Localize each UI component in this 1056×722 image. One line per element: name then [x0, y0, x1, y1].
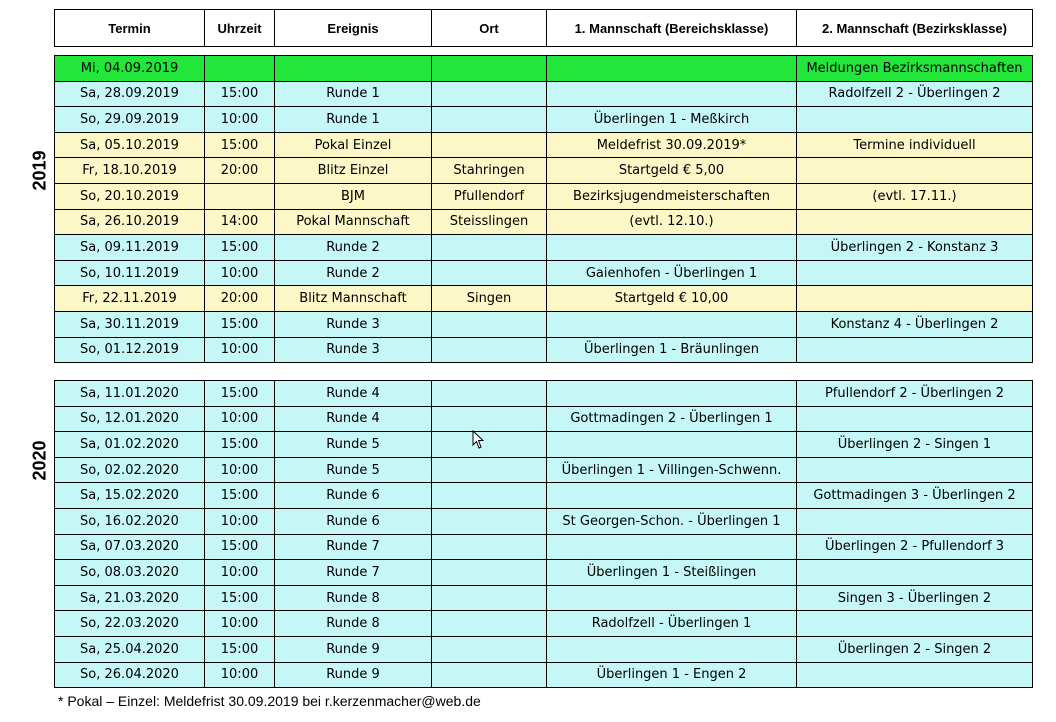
cell-termin: So, 26.04.2020 — [55, 662, 205, 688]
cell-mannschaft-2: Pfullendorf 2 - Überlingen 2 — [797, 381, 1033, 407]
cell-mannschaft-1 — [547, 636, 797, 662]
cell-mannschaft-1: Überlingen 1 - Bräunlingen — [547, 337, 797, 363]
cell-ort — [432, 611, 547, 637]
cell-ereignis: BJM — [275, 183, 432, 209]
cell-mannschaft-1 — [547, 81, 797, 107]
cell-uhrzeit: 10:00 — [205, 662, 275, 688]
cell-ereignis: Blitz Einzel — [275, 158, 432, 184]
cell-termin: Sa, 28.09.2019 — [55, 81, 205, 107]
cell-termin: Sa, 30.11.2019 — [55, 311, 205, 337]
header-termin: Termin — [55, 10, 205, 47]
cell-ereignis: Runde 3 — [275, 337, 432, 363]
cell-ereignis: Runde 1 — [275, 107, 432, 133]
cell-ereignis: Runde 6 — [275, 508, 432, 534]
table-row — [55, 209, 1033, 235]
cell-mannschaft-2 — [797, 107, 1033, 133]
cell-ort — [432, 560, 547, 586]
table-row — [55, 381, 1033, 407]
schedule-header-table — [54, 9, 1033, 47]
cell-mannschaft-1: Gottmadingen 2 - Überlingen 1 — [547, 406, 797, 432]
schedule-table-2019 — [54, 55, 1033, 363]
cell-termin: Sa, 21.03.2020 — [55, 585, 205, 611]
table-row — [55, 483, 1033, 509]
cell-uhrzeit: 10:00 — [205, 508, 275, 534]
cell-ort — [432, 132, 547, 158]
table-row — [55, 611, 1033, 637]
cell-mannschaft-2: Singen 3 - Überlingen 2 — [797, 585, 1033, 611]
cell-mannschaft-2 — [797, 508, 1033, 534]
cell-ereignis: Pokal Einzel — [275, 132, 432, 158]
cell-mannschaft-2: Überlingen 2 - Singen 2 — [797, 636, 1033, 662]
cell-mannschaft-2: Meldungen Bezirksmannschaften — [797, 56, 1033, 82]
cell-mannschaft-1 — [547, 534, 797, 560]
cell-ort — [432, 457, 547, 483]
cell-mannschaft-2: Gottmadingen 3 - Überlingen 2 — [797, 483, 1033, 509]
cell-termin: So, 02.02.2020 — [55, 457, 205, 483]
cell-mannschaft-1: Bezirksjugendmeisterschaften — [547, 183, 797, 209]
cell-termin: Mi, 04.09.2019 — [55, 56, 205, 82]
cell-termin: So, 08.03.2020 — [55, 560, 205, 586]
cell-ort — [432, 107, 547, 133]
cell-uhrzeit: 15:00 — [205, 381, 275, 407]
cell-mannschaft-1: Überlingen 1 - Steißlingen — [547, 560, 797, 586]
table-row — [55, 81, 1033, 107]
cell-ereignis — [275, 56, 432, 82]
cell-uhrzeit: 10:00 — [205, 260, 275, 286]
cell-termin: Sa, 15.02.2020 — [55, 483, 205, 509]
cell-uhrzeit: 15:00 — [205, 432, 275, 458]
cell-ereignis: Runde 5 — [275, 432, 432, 458]
cell-ort — [432, 260, 547, 286]
cell-mannschaft-2 — [797, 406, 1033, 432]
cell-ort — [432, 337, 547, 363]
cell-mannschaft-2 — [797, 611, 1033, 637]
cell-mannschaft-1: Meldefrist 30.09.2019* — [547, 132, 797, 158]
header-ort: Ort — [432, 10, 547, 47]
cell-ereignis: Blitz Mannschaft — [275, 286, 432, 312]
cell-ort — [432, 432, 547, 458]
cell-uhrzeit — [205, 183, 275, 209]
cell-uhrzeit: 15:00 — [205, 636, 275, 662]
cell-mannschaft-2 — [797, 457, 1033, 483]
cell-mannschaft-1: Startgeld € 5,00 — [547, 158, 797, 184]
cell-termin: Sa, 26.10.2019 — [55, 209, 205, 235]
cell-mannschaft-2 — [797, 662, 1033, 688]
cell-uhrzeit: 10:00 — [205, 337, 275, 363]
cell-ereignis: Runde 2 — [275, 235, 432, 261]
cell-mannschaft-1: Radolfzell - Überlingen 1 — [547, 611, 797, 637]
cell-termin: Sa, 11.01.2020 — [55, 381, 205, 407]
cell-mannschaft-2 — [797, 209, 1033, 235]
cell-ort: Stahringen — [432, 158, 547, 184]
cell-ereignis: Runde 4 — [275, 406, 432, 432]
table-row — [55, 158, 1033, 184]
cell-ereignis: Runde 7 — [275, 534, 432, 560]
table-row — [55, 183, 1033, 209]
cell-ereignis: Runde 4 — [275, 381, 432, 407]
cell-ort — [432, 406, 547, 432]
cell-ort: Pfullendorf — [432, 183, 547, 209]
cell-termin: Sa, 09.11.2019 — [55, 235, 205, 261]
table-row — [55, 311, 1033, 337]
cell-ereignis: Runde 7 — [275, 560, 432, 586]
cell-mannschaft-1: Überlingen 1 - Engen 2 — [547, 662, 797, 688]
cell-mannschaft-1 — [547, 56, 797, 82]
cell-mannschaft-2 — [797, 260, 1033, 286]
year-label-2019: 2019 — [29, 150, 50, 191]
cell-ort — [432, 483, 547, 509]
table-row — [55, 560, 1033, 586]
cell-mannschaft-1 — [547, 311, 797, 337]
table-row — [55, 286, 1033, 312]
cell-ereignis: Runde 2 — [275, 260, 432, 286]
cell-mannschaft-2: Termine individuell — [797, 132, 1033, 158]
header-mannschaft-2: 2. Mannschaft (Bezirksklasse) — [797, 10, 1033, 47]
cell-mannschaft-2: Radolfzell 2 - Überlingen 2 — [797, 81, 1033, 107]
cell-termin: So, 12.01.2020 — [55, 406, 205, 432]
cell-mannschaft-2: Überlingen 2 - Singen 1 — [797, 432, 1033, 458]
cell-mannschaft-1 — [547, 235, 797, 261]
cell-ort: Singen — [432, 286, 547, 312]
cell-termin: So, 16.02.2020 — [55, 508, 205, 534]
table-row — [55, 534, 1033, 560]
cell-termin: So, 10.11.2019 — [55, 260, 205, 286]
cell-termin: Sa, 07.03.2020 — [55, 534, 205, 560]
cell-termin: Fr, 18.10.2019 — [55, 158, 205, 184]
cell-uhrzeit: 10:00 — [205, 560, 275, 586]
cell-termin: Sa, 05.10.2019 — [55, 132, 205, 158]
table-row — [55, 508, 1033, 534]
cell-uhrzeit: 15:00 — [205, 311, 275, 337]
table-row — [55, 432, 1033, 458]
cell-ort — [432, 56, 547, 82]
table-row — [55, 235, 1033, 261]
year-label-2020: 2020 — [29, 440, 50, 481]
cell-uhrzeit: 10:00 — [205, 406, 275, 432]
cell-ort — [432, 508, 547, 534]
cell-termin: So, 22.03.2020 — [55, 611, 205, 637]
cell-uhrzeit: 15:00 — [205, 235, 275, 261]
cell-ereignis: Pokal Mannschaft — [275, 209, 432, 235]
cell-ort — [432, 235, 547, 261]
cell-mannschaft-1: St Georgen-Schon. - Überlingen 1 — [547, 508, 797, 534]
cell-uhrzeit: 10:00 — [205, 457, 275, 483]
cell-uhrzeit: 15:00 — [205, 132, 275, 158]
header-row — [55, 10, 1033, 47]
cell-termin: So, 29.09.2019 — [55, 107, 205, 133]
cell-ereignis: Runde 5 — [275, 457, 432, 483]
cell-ereignis: Runde 1 — [275, 81, 432, 107]
cell-uhrzeit: 10:00 — [205, 107, 275, 133]
cell-mannschaft-1: Gaienhofen - Überlingen 1 — [547, 260, 797, 286]
table-row — [55, 132, 1033, 158]
cell-ereignis: Runde 9 — [275, 636, 432, 662]
cell-uhrzeit: 20:00 — [205, 286, 275, 312]
cell-mannschaft-2 — [797, 560, 1033, 586]
cell-termin: Sa, 01.02.2020 — [55, 432, 205, 458]
cell-mannschaft-2: Überlingen 2 - Pfullendorf 3 — [797, 534, 1033, 560]
cell-mannschaft-2 — [797, 337, 1033, 363]
cell-termin: Sa, 25.04.2020 — [55, 636, 205, 662]
cell-mannschaft-1 — [547, 381, 797, 407]
table-row — [55, 107, 1033, 133]
cell-mannschaft-1: Überlingen 1 - Villingen-Schwenn. — [547, 457, 797, 483]
cell-mannschaft-2: Konstanz 4 - Überlingen 2 — [797, 311, 1033, 337]
cell-ereignis: Runde 8 — [275, 585, 432, 611]
cell-termin: So, 01.12.2019 — [55, 337, 205, 363]
cell-ereignis: Runde 9 — [275, 662, 432, 688]
cell-mannschaft-2: Überlingen 2 - Konstanz 3 — [797, 235, 1033, 261]
table-row — [55, 662, 1033, 688]
cell-uhrzeit: 14:00 — [205, 209, 275, 235]
cell-uhrzeit: 15:00 — [205, 81, 275, 107]
cell-ort — [432, 81, 547, 107]
header-uhrzeit: Uhrzeit — [205, 10, 275, 47]
header-ereignis: Ereignis — [275, 10, 432, 47]
cell-mannschaft-2: (evtl. 17.11.) — [797, 183, 1033, 209]
cell-mannschaft-2 — [797, 286, 1033, 312]
cell-mannschaft-2 — [797, 158, 1033, 184]
cell-uhrzeit: 20:00 — [205, 158, 275, 184]
cell-uhrzeit: 15:00 — [205, 585, 275, 611]
cell-uhrzeit — [205, 56, 275, 82]
cell-ort — [432, 534, 547, 560]
cell-mannschaft-1: (evtl. 12.10.) — [547, 209, 797, 235]
cell-ereignis: Runde 8 — [275, 611, 432, 637]
cell-ort: Steisslingen — [432, 209, 547, 235]
cell-ort — [432, 381, 547, 407]
cell-mannschaft-1 — [547, 585, 797, 611]
cell-ort — [432, 311, 547, 337]
table-row — [55, 406, 1033, 432]
cell-ereignis: Runde 6 — [275, 483, 432, 509]
cell-uhrzeit: 15:00 — [205, 534, 275, 560]
table-row — [55, 56, 1033, 82]
cell-ort — [432, 585, 547, 611]
cell-mannschaft-1: Überlingen 1 - Meßkirch — [547, 107, 797, 133]
cell-ort — [432, 636, 547, 662]
table-row — [55, 457, 1033, 483]
header-mannschaft-1: 1. Mannschaft (Bereichsklasse) — [547, 10, 797, 47]
cell-mannschaft-1 — [547, 432, 797, 458]
table-row — [55, 260, 1033, 286]
cell-uhrzeit: 15:00 — [205, 483, 275, 509]
table-row — [55, 337, 1033, 363]
mouse-cursor-icon — [472, 430, 486, 450]
cell-ort — [432, 662, 547, 688]
cell-termin: So, 20.10.2019 — [55, 183, 205, 209]
cell-ereignis: Runde 3 — [275, 311, 432, 337]
footnote: * Pokal – Einzel: Meldefrist 30.09.2019 bei r.kerzenmacher@web.de — [58, 693, 481, 709]
cell-termin: Fr, 22.11.2019 — [55, 286, 205, 312]
schedule-table-2020 — [54, 380, 1033, 688]
cell-uhrzeit: 10:00 — [205, 611, 275, 637]
cell-mannschaft-1: Startgeld € 10,00 — [547, 286, 797, 312]
table-row — [55, 636, 1033, 662]
table-row — [55, 585, 1033, 611]
cell-mannschaft-1 — [547, 483, 797, 509]
